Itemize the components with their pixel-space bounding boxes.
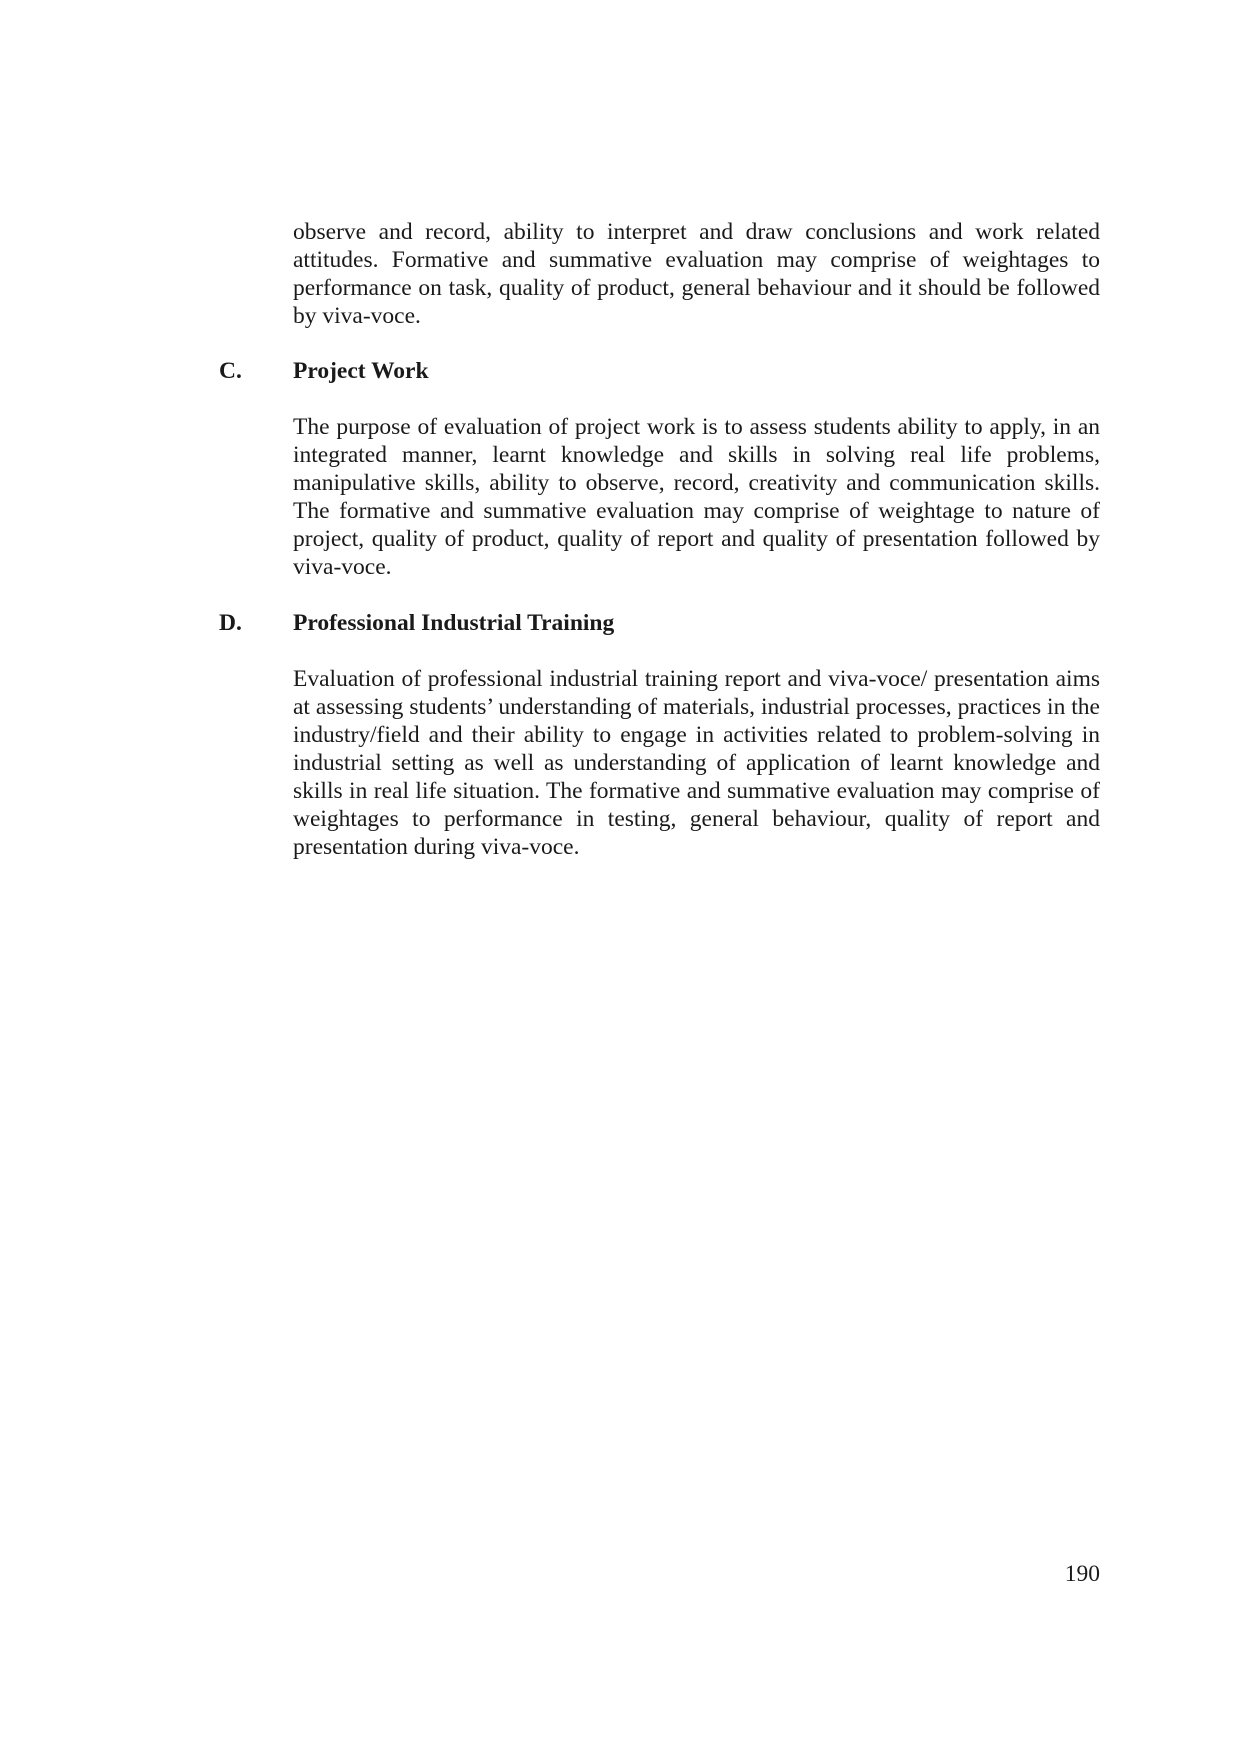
section-title-project-work: Project Work	[293, 358, 429, 384]
intro-paragraph: observe and record, ability to interpret and draw conclusions and work related attitudes. Formative and summative evaluation may comprise of weightages to performance on task, quality of product, general behaviour and it should be followed by viva-voce.	[293, 219, 1100, 329]
section-body-project-work: The purpose of evaluation of project work is to assess students ability to apply, in an integrated manner, learnt knowledge and skills in solving real life problems, manipulative skills, ability to observe, record, creativity and communication skills. The formative and summative evaluation may comprise of weightage to nature of project, quality of product, quality of report and quality of presentation followed by viva-voce.	[293, 414, 1100, 580]
section-heading-c	[219, 357, 1100, 385]
section-letter-c: C.	[219, 358, 242, 384]
section-title-professional-industrial-training: Professional Industrial Training	[293, 610, 615, 636]
section-letter-d: D.	[219, 610, 242, 636]
page-number: 190	[1064, 1561, 1100, 1587]
section-body-professional-industrial-training: Evaluation of professional industrial training report and viva-voce/ presentation aims at assessing students’ understanding of materials, industrial processes, practices in the industry/field and their ability to engage in activities related to problem-solving in industrial setting as well as understanding of application of learnt knowledge and skills in real life situation. The formative and summative evaluation may comprise of weightages to performance in testing, general behaviour, quality of report and presentation during viva-voce.	[293, 666, 1100, 860]
section-heading-d	[219, 609, 1100, 637]
